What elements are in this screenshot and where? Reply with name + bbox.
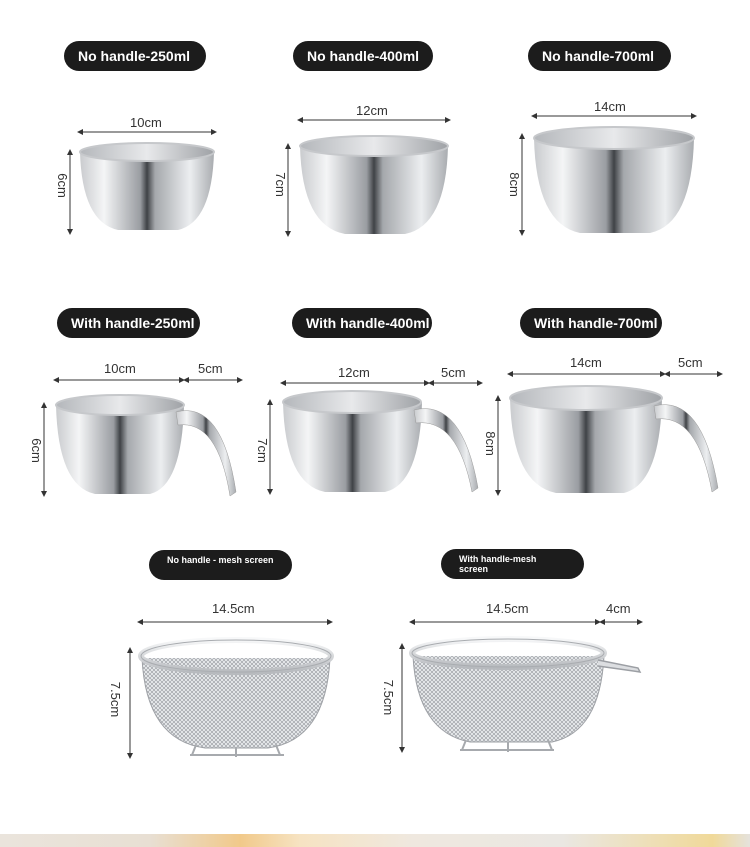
dim-handle-250: 5cm (198, 361, 223, 376)
label-no-handle-400: No handle-400ml (293, 41, 433, 71)
dim-height-400: 7cm (272, 172, 288, 197)
dim-width-strainer-handle: 14.5cm (486, 601, 529, 616)
dim-width-handle-250: 10cm (104, 361, 136, 376)
dim-width-handle-400: 12cm (338, 365, 370, 380)
bowl-no-handle-250 (80, 143, 214, 230)
dim-width-strainer: 14.5cm (212, 601, 255, 616)
dim-width-700: 14cm (594, 99, 626, 114)
label-strainer-no-handle: No handle - mesh screen (149, 550, 292, 580)
dim-height-strainer-handle: 7.5cm (381, 679, 397, 716)
label-no-handle-250: No handle-250ml (64, 41, 206, 71)
bowl-no-handle-400 (300, 136, 448, 234)
dim-width-250: 10cm (130, 115, 162, 130)
bowl-with-handle-250 (56, 395, 236, 496)
label-with-handle-700: With handle-700ml (520, 308, 662, 338)
label-strainer-with-handle: With handle-mesh screen (441, 549, 584, 579)
dim-height-strainer: 7.5cm (108, 681, 124, 718)
bowl-with-handle-400 (283, 391, 478, 492)
bowl-with-handle-700 (510, 386, 718, 493)
dim-width-handle-700: 14cm (570, 355, 602, 370)
dim-width-400: 12cm (356, 103, 388, 118)
strainer-with-handle (412, 639, 640, 752)
label-with-handle-400: With handle-400ml (292, 308, 432, 338)
label-no-handle-700: No handle-700ml (528, 41, 671, 71)
dim-handle-700: 5cm (678, 355, 703, 370)
dim-height-handle-400: 7cm (254, 438, 270, 463)
dim-handle-400: 5cm (441, 365, 466, 380)
label-with-handle-250: With handle-250ml (57, 308, 200, 338)
footer-photo-strip (0, 834, 750, 847)
bowl-no-handle-700 (534, 127, 694, 233)
dim-height-handle-700: 8cm (482, 431, 498, 456)
dim-height-250: 6cm (54, 173, 70, 198)
dim-height-handle-250: 6cm (28, 438, 44, 463)
dim-handle-strainer: 4cm (606, 601, 631, 616)
dim-height-700: 8cm (506, 172, 522, 197)
strainer-no-handle (141, 640, 331, 757)
